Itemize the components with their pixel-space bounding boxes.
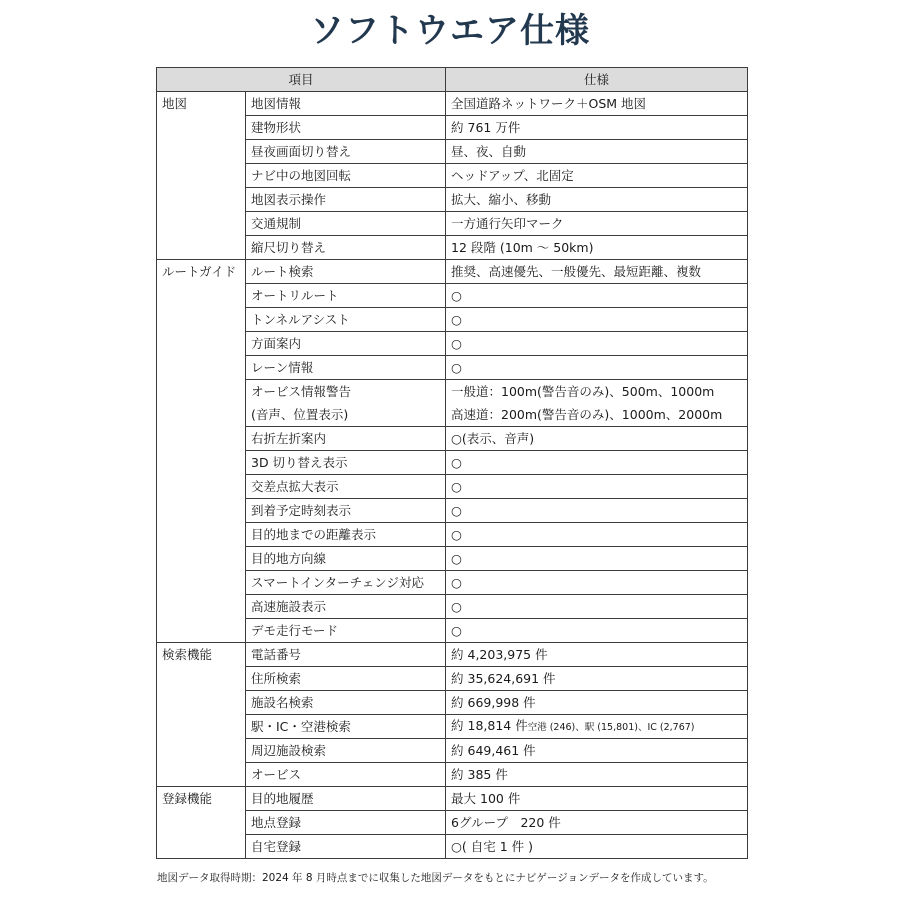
spec-cell: ○: [446, 475, 748, 499]
table-header-row: [157, 68, 748, 92]
table-row: [157, 715, 748, 739]
header-item: 項目: [157, 68, 446, 92]
page-title: ソフトウエア仕様: [310, 11, 590, 51]
item-cell: 地点登録: [246, 811, 446, 835]
table-row: [157, 691, 748, 715]
spec-cell: ○(表示、音声): [446, 427, 748, 451]
spec-table-body: [157, 92, 748, 859]
table-row: [157, 499, 748, 523]
item-cell: 交通規制: [246, 212, 446, 236]
table-row: [157, 523, 748, 547]
spec-cell: ○: [446, 547, 748, 571]
item-cell: オービス: [246, 763, 446, 787]
item-cell: 周辺施設検索: [246, 739, 446, 763]
item-cell: ルート検索: [246, 260, 446, 284]
header-spec: 仕様: [446, 68, 748, 92]
category-cell: 登録機能: [157, 787, 246, 859]
table-row: [157, 380, 748, 404]
item-cell: (音声、位置表示): [246, 403, 446, 427]
spec-cell: 一方通行矢印マーク: [446, 212, 748, 236]
table-row: [157, 451, 748, 475]
spec-cell: 約 35,624,691 件: [446, 667, 748, 691]
spec-cell: 拡大、縮小、移動: [446, 188, 748, 212]
item-cell: 施設名検索: [246, 691, 446, 715]
spec-cell: 約 4,203,975 件: [446, 643, 748, 667]
spec-cell: ヘッドアップ、北固定: [446, 164, 748, 188]
table-row: [157, 547, 748, 571]
item-cell: スマートインターチェンジ対応: [246, 571, 446, 595]
spec-cell: ○: [446, 332, 748, 356]
table-row: [157, 164, 748, 188]
spec-cell: ○: [446, 595, 748, 619]
item-cell: 目的地までの距離表示: [246, 523, 446, 547]
category-cell: 地図: [157, 92, 246, 260]
table-row: [157, 356, 748, 380]
table-row: [157, 475, 748, 499]
spec-note: 空港 (246)、駅 (15,801)、IC (2,767): [527, 721, 695, 733]
spec-cell: 推奨、高速優先、一般優先、最短距離、複数: [446, 260, 748, 284]
item-cell: 地図表示操作: [246, 188, 446, 212]
item-cell: 自宅登録: [246, 835, 446, 859]
item-cell: 交差点拡大表示: [246, 475, 446, 499]
category-cell: ルートガイド: [157, 260, 246, 643]
item-cell: オートリルート: [246, 284, 446, 308]
item-cell: 昼夜画面切り替え: [246, 140, 446, 164]
spec-value: 約 18,814 件: [451, 717, 528, 733]
spec-cell: 約 385 件: [446, 763, 748, 787]
table-row: [157, 236, 748, 260]
item-cell: 高速施設表示: [246, 595, 446, 619]
item-cell: 3D 切り替え表示: [246, 451, 446, 475]
spec-cell: ○: [446, 619, 748, 643]
spec-cell: 昼、夜、自動: [446, 140, 748, 164]
table-row: [157, 835, 748, 859]
table-row: [157, 427, 748, 451]
table-row: [157, 308, 748, 332]
spec-cell: ○: [446, 308, 748, 332]
table-row: [157, 140, 748, 164]
table-row: [157, 763, 748, 787]
table-row: [157, 619, 748, 643]
item-cell: トンネルアシスト: [246, 308, 446, 332]
item-cell: 建物形状: [246, 116, 446, 140]
spec-cell: ○: [446, 499, 748, 523]
table-row: [157, 571, 748, 595]
category-cell: 検索機能: [157, 643, 246, 787]
item-cell: 右折左折案内: [246, 427, 446, 451]
item-cell: 地図情報: [246, 92, 446, 116]
spec-cell: 約 761 万件: [446, 116, 748, 140]
spec-cell: [446, 715, 748, 739]
item-cell: 住所検索: [246, 667, 446, 691]
item-cell: 目的地方向線: [246, 547, 446, 571]
item-cell: 方面案内: [246, 332, 446, 356]
spec-cell: ○: [446, 523, 748, 547]
spec-cell: ○: [446, 571, 748, 595]
spec-cell: ○: [446, 284, 748, 308]
spec-cell: 約 649,461 件: [446, 739, 748, 763]
item-cell: デモ走行モード: [246, 619, 446, 643]
table-row: [157, 260, 748, 284]
item-cell: 駅・IC・空港検索: [246, 715, 446, 739]
item-cell: ナビ中の地図回転: [246, 164, 446, 188]
spec-cell: 最大 100 件: [446, 787, 748, 811]
spec-table: [156, 67, 748, 859]
table-row: [157, 332, 748, 356]
spec-cell: 6グループ 220 件: [446, 811, 748, 835]
table-row: [157, 643, 748, 667]
spec-cell: 高速道：200m(警告音のみ)、1000m、2000m: [446, 403, 748, 427]
table-row: [157, 739, 748, 763]
item-cell: 電話番号: [246, 643, 446, 667]
item-cell: 縮尺切り替え: [246, 236, 446, 260]
table-row: [157, 92, 748, 116]
spec-cell: ○: [446, 451, 748, 475]
spec-cell: 一般道：100m(警告音のみ)、500m、1000m: [446, 380, 748, 404]
table-row: [157, 811, 748, 835]
spec-cell: ○( 自宅 1 件 ): [446, 835, 748, 859]
table-row: [157, 787, 748, 811]
table-row: [157, 116, 748, 140]
item-cell: レーン情報: [246, 356, 446, 380]
table-row: [157, 284, 748, 308]
item-cell: 到着予定時刻表示: [246, 499, 446, 523]
item-cell: 目的地履歴: [246, 787, 446, 811]
spec-cell: 約 669,998 件: [446, 691, 748, 715]
footnote: 地図データ取得時期：2024 年 8 月時点までに収集した地図データをもとにナビゲージョンデータを作成しています。: [157, 872, 714, 884]
spec-cell: 全国道路ネットワーク＋OSM 地図: [446, 92, 748, 116]
table-row: [157, 595, 748, 619]
table-row: [157, 212, 748, 236]
spec-cell: ○: [446, 356, 748, 380]
table-row: [157, 667, 748, 691]
spec-cell: 12 段階 (10m ～ 50km): [446, 236, 748, 260]
table-row: [157, 188, 748, 212]
item-cell: オービス情報警告: [246, 380, 446, 404]
table-row: [157, 403, 748, 427]
